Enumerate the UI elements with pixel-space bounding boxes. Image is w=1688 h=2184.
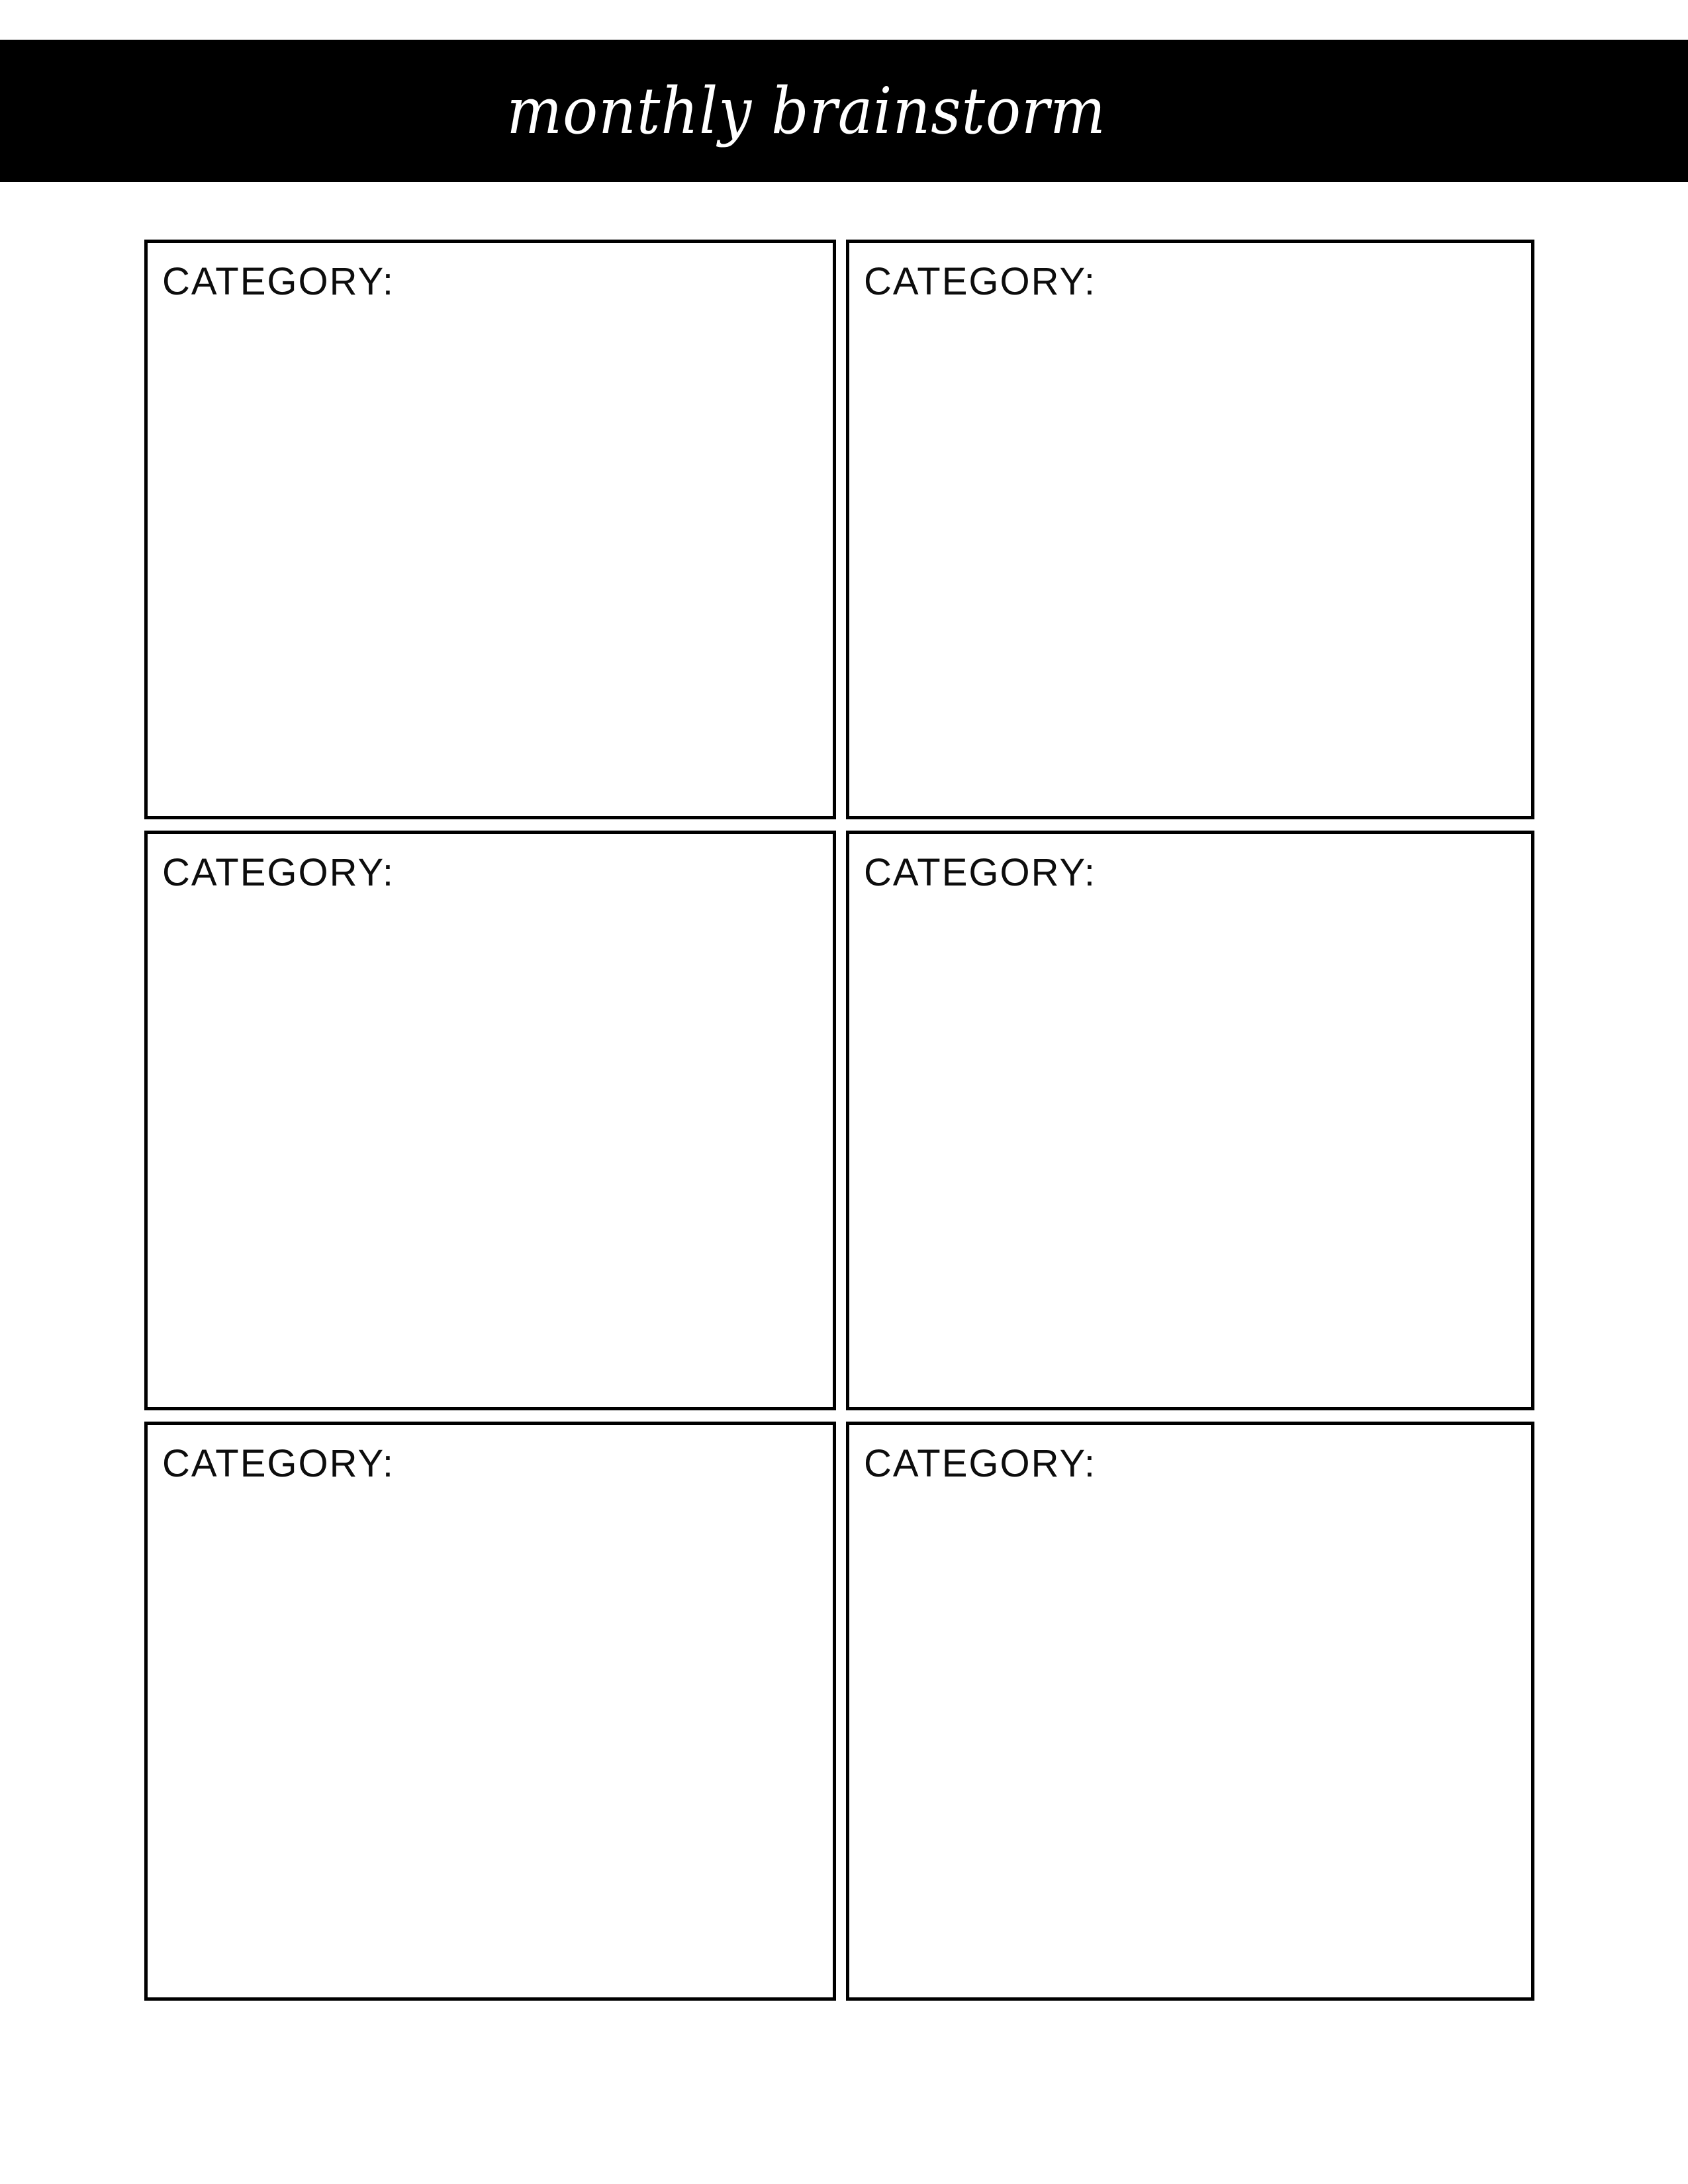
category-box-3 [144, 831, 836, 1410]
category-box-6 [846, 1422, 1534, 2001]
category-box-4 [846, 831, 1534, 1410]
page-title: monthly brainstorm [506, 73, 1106, 148]
category-box-1 [144, 240, 836, 819]
category-label: CATEGORY: [162, 1442, 395, 1485]
category-box-5 [144, 1422, 836, 2001]
header-band [0, 40, 1688, 182]
category-grid [144, 240, 1534, 2001]
category-label: CATEGORY: [162, 260, 395, 303]
category-label: CATEGORY: [864, 260, 1097, 303]
category-label: CATEGORY: [864, 851, 1097, 894]
category-box-2 [846, 240, 1534, 819]
category-label: CATEGORY: [162, 851, 395, 894]
category-label: CATEGORY: [864, 1442, 1097, 1485]
